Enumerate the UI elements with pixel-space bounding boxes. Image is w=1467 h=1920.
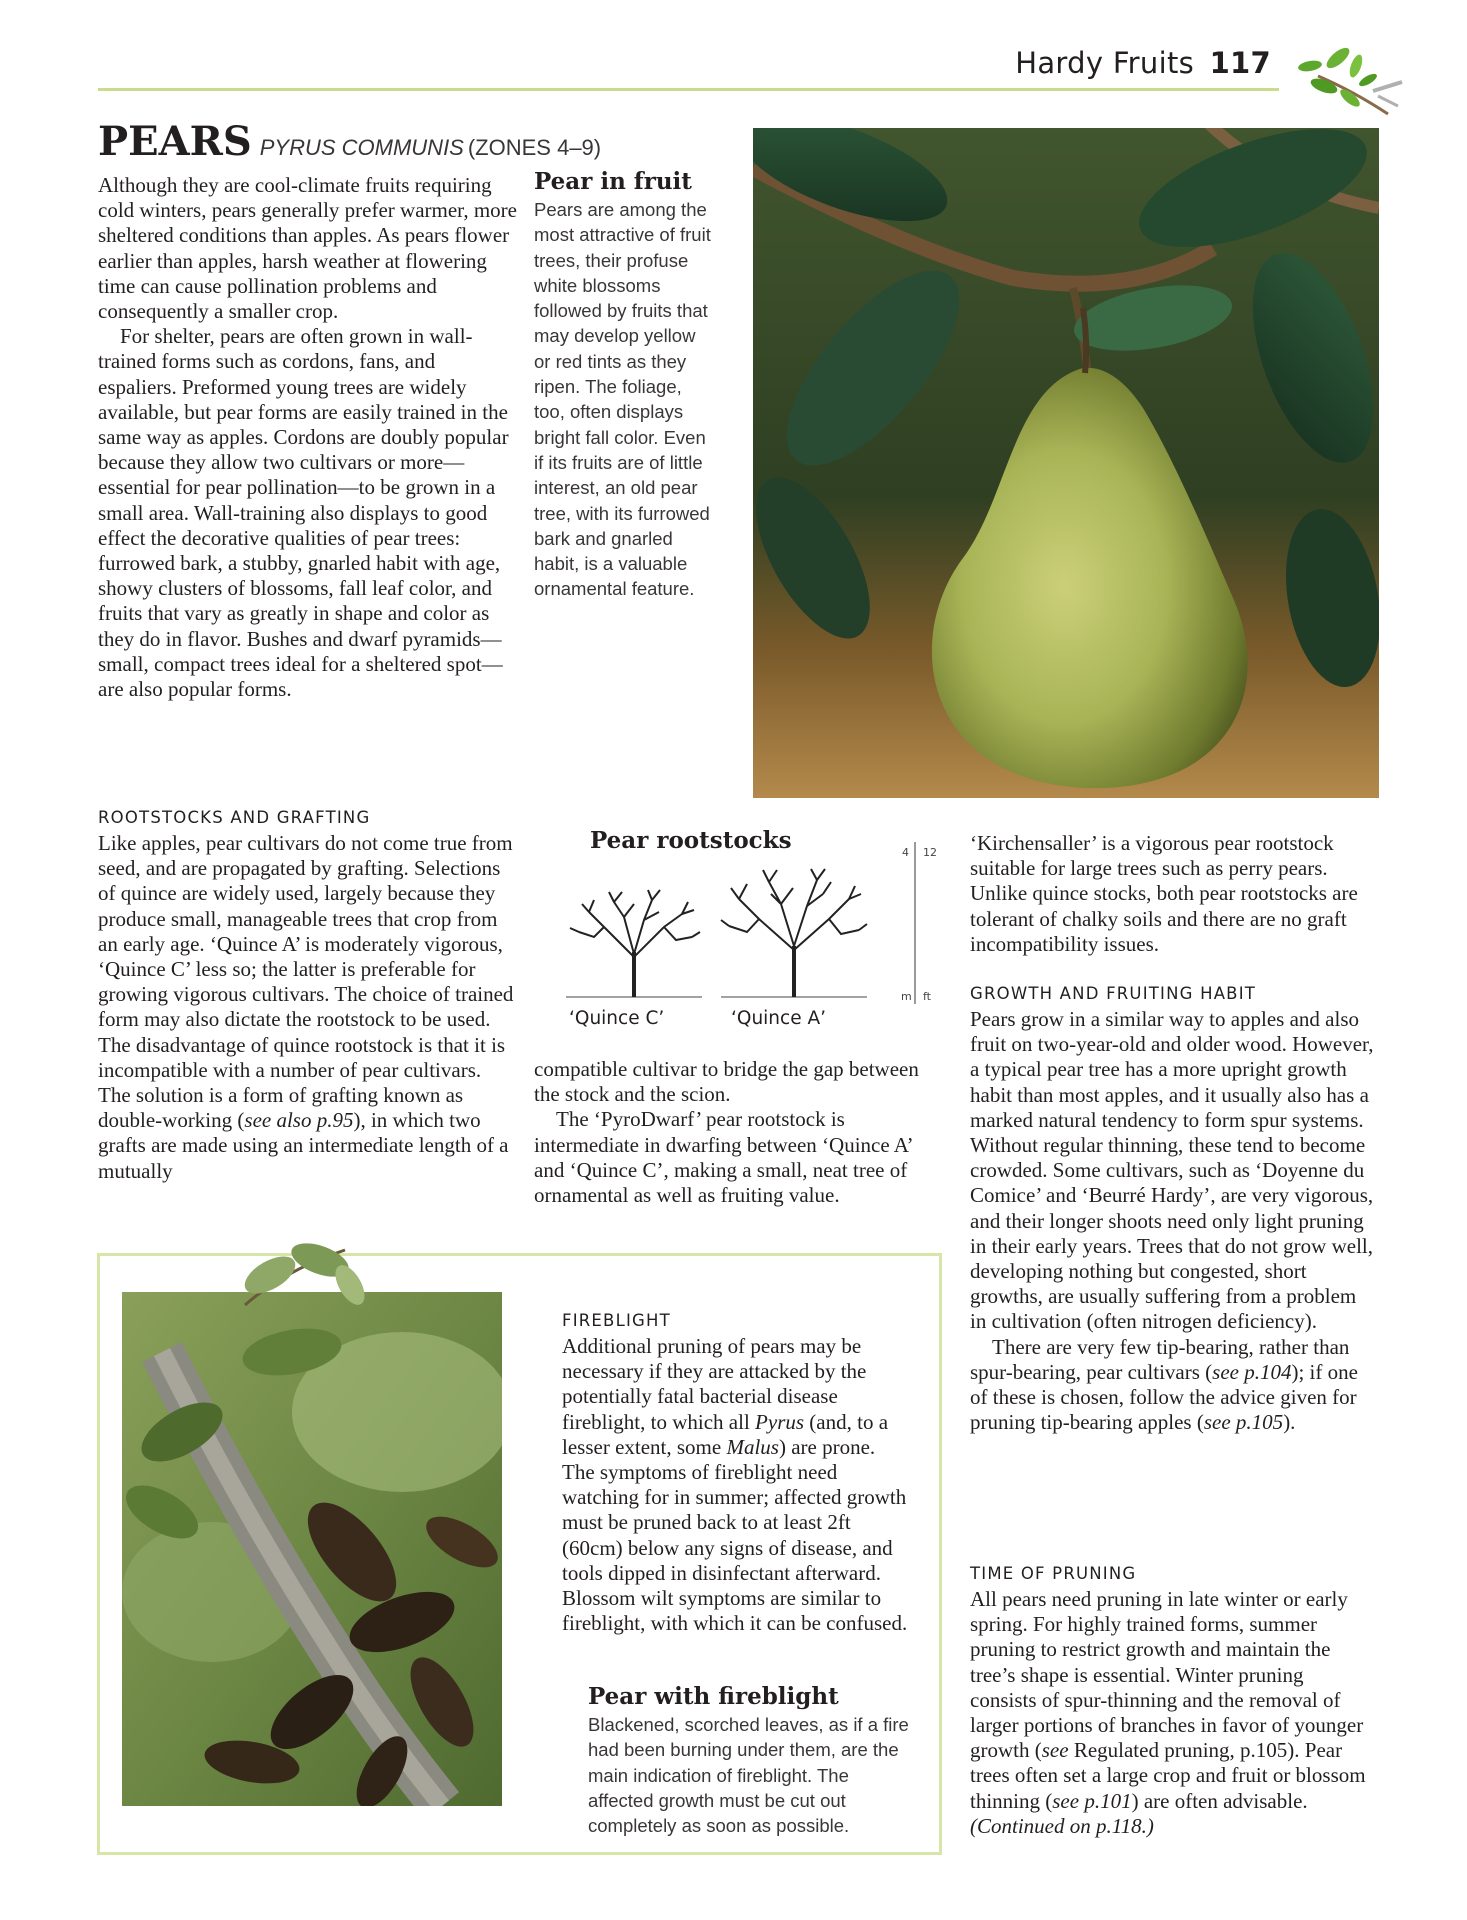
running-header bbox=[1015, 46, 1271, 80]
intro-paragraph-2: For shelter, pears are often grown in wall-trained forms such as cordons, fans, and espaliers. Preformed young trees are widely available, but pear forms are easily trained in the same way as apples. Cordons are doubly popular because they allow two cultivars or more—essential for pear pollination—to be grown in a small area. Wall-training also displays to good effect the decorative qualities of pear trees: furrowed bark, a stubby, gnarled habit with age, showy clusters of blossoms, fall leaf color, and fruits that vary as greatly in shape and color as they do in flavor. Bushes and dwarf pyramids—small, compact trees ideal for a sheltered spot— are also popular forms. bbox=[98, 324, 509, 702]
rootstocks-cont-paragraph-2: The ‘PyroDwarf’ pear rootstock is intermediate in dwarfing between ‘Quince A’ and ‘Quince C’, making a small, neat tree of ornamental as well as fruiting value. bbox=[534, 1107, 913, 1208]
rootstocks-text-a: Like apples, pear cultivars do not come true from seed, and are propagated by grafting. Selections of quince are widely used, largely because they produce small, manageable trees that crop from an early age. ‘Quince A’ is moderately vigorous, ‘Quince C’ less so; the latter is preferable for growing vigorous cultivars. The choice of trained form may also dictate the rootstock to be used. The disadvantage of quince rootstock is that it is incompatible with a number of pear cultivars. The solution is a form of grafting known as double-working ( bbox=[98, 831, 514, 1133]
quince-c-tree-icon bbox=[564, 882, 704, 1002]
quince-c-label: ‘Quince C’ bbox=[569, 1008, 665, 1029]
overhanging-leaves bbox=[225, 1230, 375, 1310]
fireblight-caption-title: Pear with fireblight bbox=[588, 1683, 839, 1710]
rootstocks-text-b: ), in which two grafts are made using an intermediate length of a mutually bbox=[98, 1108, 509, 1183]
section-title: Hardy Fruits bbox=[1015, 46, 1195, 80]
rootstocks-text bbox=[98, 831, 518, 1184]
pruning-heading: TIME OF PRUNING bbox=[970, 1564, 1137, 1583]
see-also-ref: see also p.95 bbox=[244, 1108, 354, 1133]
malus-term: Malus bbox=[726, 1434, 779, 1459]
rootstocks-continued bbox=[534, 1057, 944, 1208]
rootstocks-cont-paragraph-1: compatible cultivar to bridge the gap between the stock and the scion. bbox=[534, 1057, 919, 1107]
caption-text: Pears are among the most attractive of fruit trees, their profuse white blossoms followed by fruits that may develop yellow or red tints as they ripen. The foliage, too, often displays bright fall color. Even if its fruits are of little interest, an old pear tree, with its furrowed bark and gnarled habit, is a valuable ornamental feature. bbox=[534, 199, 711, 600]
quince-a-tree-icon bbox=[719, 864, 869, 1004]
page-title bbox=[98, 118, 601, 165]
growth-paragraph-1: Pears grow in a similar way to apples and also fruit on two-year-old and older wood. However, a typical pear tree has a more upright growth habit than most apples, and it usually also has a marked natural tendency to form spur systems. Without regular thinning, these tend to become crowded. Some cultivars, such as ‘Doyenne du Comice’ and ‘Beurré Hardy’, are very vigorous, and their longer shoots need only light pruning in their early years. Trees that do not grow well, developing nothing but congested, short growths, are usually suffering from a problem in cultivation (often nitrogen deficiency). bbox=[970, 1007, 1374, 1334]
scale-ft-unit: ft bbox=[923, 990, 931, 1003]
intro-paragraph-1: Although they are cool-climate fruits requiring cold winters, pears generally prefer warmer, more sheltered conditions than apples. As pears flower earlier than apples, harsh weather at flowering time can cause pollination problems and consequently a smaller crop. bbox=[98, 173, 517, 324]
pear-in-fruit-caption bbox=[534, 168, 712, 602]
see-ref: see bbox=[1041, 1738, 1069, 1763]
see-ref-104: see p.104 bbox=[1212, 1359, 1292, 1384]
quince-a-label: ‘Quince A’ bbox=[731, 1008, 827, 1029]
diagram-title: Pear rootstocks bbox=[590, 827, 792, 854]
growth-text bbox=[970, 1007, 1375, 1435]
intro-text bbox=[98, 173, 518, 702]
see-ref-101: see p.101 bbox=[1052, 1788, 1132, 1813]
caption-title: Pear in fruit bbox=[534, 168, 692, 195]
rootstocks-heading: ROOTSTOCKS AND GRAFTING bbox=[98, 808, 371, 827]
leaf-sprig-icon bbox=[1298, 36, 1408, 126]
scale-m-top: 4 bbox=[902, 846, 909, 859]
growth-paragraph-2: There are very few tip-bearing, rather than spur-bearing, pear cultivars (see p.104); if one of these is chosen, follow the advice given for pruning tip-bearing apples (see p.105). bbox=[970, 1334, 1358, 1435]
scale-ft-top: 12 bbox=[923, 846, 937, 859]
scale-bar bbox=[914, 842, 916, 1004]
pear-photo bbox=[753, 128, 1379, 798]
scale-m-unit: m bbox=[901, 990, 912, 1003]
pruning-text bbox=[970, 1587, 1375, 1839]
rootstocks-diagram bbox=[534, 822, 954, 1032]
growth-heading: GROWTH AND FRUITING HABIT bbox=[970, 984, 1257, 1003]
see-ref-105: see p.105 bbox=[1203, 1410, 1284, 1435]
page-number: 117 bbox=[1209, 46, 1271, 80]
fireblight-photo bbox=[122, 1292, 502, 1806]
fireblight-heading: FIREBLIGHT bbox=[562, 1311, 671, 1330]
continued-note: (Continued on p.118.) bbox=[970, 1813, 1154, 1838]
title-zones: (ZONES 4–9) bbox=[467, 135, 602, 160]
fireblight-text: Additional pruning of pears may be necessary if they are attacked by the potentially fatal bacterial disease fireblight, to which all Pyrus (and, to a lesser extent, some Malus) are prone. The symptoms of fireblight need watching for in summer; affected growth must be pruned back to at least 2ft (60cm) below any signs of disease, and tools dipped in disinfectant afterward. Blossom wilt symptoms are similar to fireblight, with which it can be confused. bbox=[562, 1334, 908, 1636]
header-rule bbox=[98, 88, 1279, 91]
fireblight-caption-text: Blackened, scorched leaves, as if a fire had been burning under them, are the main indication of fireblight. The affected growth must be cut out completely as soon as possible. bbox=[588, 1714, 909, 1837]
pyrus-term: Pyrus bbox=[755, 1409, 805, 1434]
fireblight-caption bbox=[588, 1683, 918, 1838]
title-main: PEARS bbox=[98, 118, 252, 165]
title-latin: PYRUS COMMUNIS bbox=[259, 135, 464, 160]
kirchensaller-text: ‘Kirchensaller’ is a vigorous pear rootstock suitable for large trees such as perry pears. Unlike quince stocks, both pear rootstocks are tolerant of chalky soils and there are no graft incompatibility issues. bbox=[970, 831, 1358, 956]
pruning-paragraph: All pears need pruning in late winter or early spring. For highly trained forms, summer pruning to restrict growth and maintain the tree’s shape is essential. Winter pruning consists of spur-thinning and the removal of larger portions of branches in favor of younger growth (see Regulated pruning, p.105). Pear trees often set a large crop and fruit or blossom thinning (see p.101) are often advisable. bbox=[970, 1587, 1366, 1813]
